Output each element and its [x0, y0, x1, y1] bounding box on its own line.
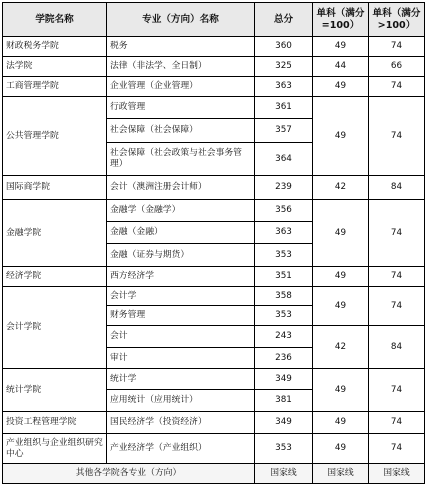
total-cell: 236 — [255, 348, 313, 369]
table-row — [3, 77, 425, 97]
total-cell: 243 — [255, 326, 313, 348]
footer-row — [3, 464, 425, 484]
table-row — [3, 37, 425, 57]
single-gt100-cell: 84 — [369, 176, 425, 200]
single-100-cell: 49 — [313, 37, 369, 57]
single-100-cell: 49 — [313, 200, 369, 267]
total-cell: 349 — [255, 369, 313, 390]
header-single-100: 单科（满分=100） — [313, 3, 369, 37]
major-cell: 金融（金融） — [107, 222, 255, 244]
total-cell: 356 — [255, 200, 313, 222]
footer-total: 国家线 — [255, 464, 313, 484]
single-gt100-cell: 74 — [369, 369, 425, 412]
major-cell: 会计 — [107, 326, 255, 348]
footer-single-gt100: 国家线 — [369, 464, 425, 484]
college-cell: 公共管理学院 — [3, 97, 107, 176]
major-cell: 税务 — [107, 37, 255, 57]
single-100-cell: 49 — [313, 77, 369, 97]
major-cell: 企业管理（企业管理） — [107, 77, 255, 97]
major-cell: 金融学（金融学） — [107, 200, 255, 222]
footer-single-100: 国家线 — [313, 464, 369, 484]
college-cell: 金融学院 — [3, 200, 107, 267]
single-gt100-cell: 74 — [369, 77, 425, 97]
total-cell: 361 — [255, 97, 313, 119]
table-body — [3, 37, 425, 464]
table-row — [3, 267, 425, 287]
total-cell: 363 — [255, 222, 313, 244]
single-100-cell: 42 — [313, 326, 369, 369]
table-footer — [3, 464, 425, 484]
major-cell: 法律（非法学、全日制） — [107, 57, 255, 77]
single-gt100-cell: 74 — [369, 97, 425, 176]
major-cell: 西方经济学 — [107, 267, 255, 287]
table-row — [3, 369, 425, 390]
header-single-gt100: 单科（满分>100） — [369, 3, 425, 37]
college-cell: 经济学院 — [3, 267, 107, 287]
footer-label: 其他各学院各专业（方向） — [3, 464, 255, 484]
single-gt100-cell: 66 — [369, 57, 425, 77]
header-total: 总分 — [255, 3, 313, 37]
single-gt100-cell: 74 — [369, 434, 425, 464]
header-major: 专业（方向）名称 — [107, 3, 255, 37]
single-gt100-cell: 74 — [369, 200, 425, 267]
single-100-cell: 49 — [313, 369, 369, 412]
score-table — [2, 2, 425, 484]
single-100-cell: 49 — [313, 97, 369, 176]
single-100-cell: 49 — [313, 267, 369, 287]
total-cell: 353 — [255, 306, 313, 326]
table-row — [3, 287, 425, 306]
table-row — [3, 434, 425, 464]
college-cell: 投资工程管理学院 — [3, 412, 107, 434]
college-cell: 法学院 — [3, 57, 107, 77]
single-100-cell: 49 — [313, 287, 369, 326]
single-gt100-cell: 74 — [369, 287, 425, 326]
total-cell: 325 — [255, 57, 313, 77]
major-cell: 统计学 — [107, 369, 255, 390]
college-cell: 财政税务学院 — [3, 37, 107, 57]
major-cell: 财务管理 — [107, 306, 255, 326]
table-row — [3, 412, 425, 434]
single-100-cell: 49 — [313, 412, 369, 434]
total-cell: 351 — [255, 267, 313, 287]
single-gt100-cell: 74 — [369, 412, 425, 434]
college-cell: 产业组织与企业组织研究中心 — [3, 434, 107, 464]
total-cell: 353 — [255, 244, 313, 267]
single-gt100-cell: 74 — [369, 37, 425, 57]
header-row — [3, 3, 425, 37]
major-cell: 会计（澳洲注册会计师） — [107, 176, 255, 200]
total-cell: 363 — [255, 77, 313, 97]
major-cell: 社会保障（社会保障） — [107, 119, 255, 143]
table-header — [3, 3, 425, 37]
major-cell: 会计学 — [107, 287, 255, 306]
total-cell: 381 — [255, 390, 313, 412]
major-cell: 社会保障（社会政策与社会事务管理） — [107, 143, 255, 176]
table-row — [3, 97, 425, 119]
total-cell: 353 — [255, 434, 313, 464]
total-cell: 364 — [255, 143, 313, 176]
total-cell: 239 — [255, 176, 313, 200]
total-cell: 357 — [255, 119, 313, 143]
header-college: 学院名称 — [3, 3, 107, 37]
major-cell: 行政管理 — [107, 97, 255, 119]
single-gt100-cell: 74 — [369, 267, 425, 287]
college-cell: 国际商学院 — [3, 176, 107, 200]
college-cell: 统计学院 — [3, 369, 107, 412]
major-cell: 金融（证券与期货） — [107, 244, 255, 267]
single-100-cell: 42 — [313, 176, 369, 200]
major-cell: 应用统计（应用统计） — [107, 390, 255, 412]
total-cell: 349 — [255, 412, 313, 434]
college-cell: 工商管理学院 — [3, 77, 107, 97]
total-cell: 360 — [255, 37, 313, 57]
table-row — [3, 57, 425, 77]
major-cell: 国民经济学（投资经济） — [107, 412, 255, 434]
college-cell: 会计学院 — [3, 287, 107, 369]
total-cell: 358 — [255, 287, 313, 306]
major-cell: 审计 — [107, 348, 255, 369]
single-gt100-cell: 84 — [369, 326, 425, 369]
table-row — [3, 176, 425, 200]
single-100-cell: 44 — [313, 57, 369, 77]
table-row — [3, 200, 425, 222]
single-100-cell: 49 — [313, 434, 369, 464]
major-cell: 产业经济学（产业组织） — [107, 434, 255, 464]
